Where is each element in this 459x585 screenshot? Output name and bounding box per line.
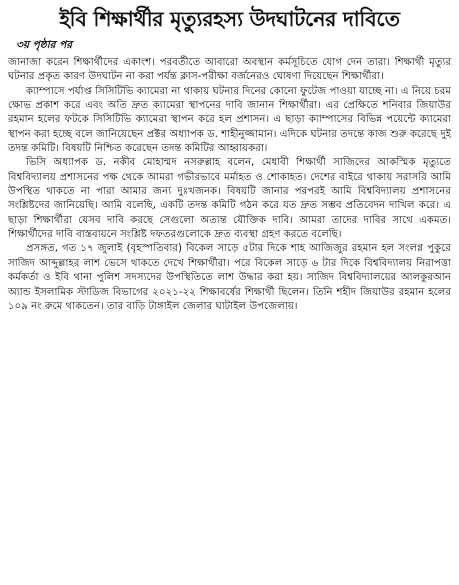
- headline: ইবি শিক্ষার্থীর মৃত্যুরহস্য উদঘাটনের দাবিতে: [59, 7, 400, 31]
- article-body: [8, 56, 451, 314]
- paragraph: জানাজা করেন শিক্ষার্থীদের একাংশ। পরবর্তীতে আবারো অবস্থান কর্মসূচিতে যোগ দেন তারা। শিক্ষার্থী মৃত্যুর ঘটনার প্রকৃত কারণ উদঘাটন না করা পর্যন্ত ক্লাস-পরীক্ষা বর্জনেরও ঘোষণা দিয়েছেন শিক্ষার্থীরা।: [8, 57, 451, 83]
- paragraph: ক্যাম্পাসে পর্যাপ্ত সিসিটিভি ক্যামেরা না থাকায় ঘটনার দিনের কোনো ফুটেজ পাওয়া যাচ্ছে না। এ নিয়ে চরম ক্ষোভ প্রকাশ করে এবং অতি দ্রুত ক্যামেরা স্থাপনের দাবি জানান শিক্ষার্থীরা। এর প্রেক্ষিতে শনিবার জিয়াউর রহমান হলের ফটকে সিসিটিভি ক্যামেরা স্থাপন করে হল প্রশাসন। এ ছাড়া ক্যাম্পাসের বিভিন্ন পয়েন্টে ক্যামেরা স্থাপন করা হচ্ছে বলে জানিয়েছেন প্রক্টর অধ্যাপক ড. শাহীনুজ্জামান। এদিকে ঘটনার তদন্তে কাজ শুরু করেছে দুই তদন্ত কমিটি। বিষয়টি নিশ্চিত করেছেন তদন্ত কমিটির আহ্বায়করা।: [8, 85, 451, 155]
- paragraph: ভিসি অধ্যাপক ড. নকীব মোহাম্মদ নসরুল্লাহ বলেন, মেধাবী শিক্ষার্থী সাজিদের আকস্মিক মৃত্যুতে বিশ্ববিদ্যালয় প্রশাসনের পক্ষ থেকে আমরা গভীরভাবে মর্মাহত ও শোকাহত। দেশের বাইরে থাকায় সরাসরি আমি উপস্থিত থাকতে না পারা আমার জন্য দুঃখজনক। বিষয়টি জানার পরপরই আমি বিশ্ববিদ্যালয় প্রশাসনের সংশ্লিষ্টদের জানিয়েছি। আমি বলেছি, একটি তদন্ত কমিটি গঠন করে যত দ্রুত সম্ভব প্রতিবেদন দাখিল করে। এ ছাড়া শিক্ষার্থীরা যেসব দাবি করছে সেগুলো অত্যন্ত যৌক্তিক দাবি। আমরা তাদের দাবির সাথে একমত। শিক্ষার্থীদের দাবি বাস্তবায়নে সংশ্লিষ্ট দফতরগুলোকে দ্রুত ব্যবস্থা গ্রহণ করতে বলেছি।: [8, 157, 451, 241]
- paragraph: প্রসঙ্গত, গত ১৭ জুলাই (বৃহস্পতিবার) বিকেল সাড়ে ৫টার দিকে শাহ আজিজুর রহমান হল সংলগ্ন পুকুরে সাজিদ আব্দুল্লাহর লাশ ভেসে থাকতে দেখে শিক্ষার্থীরা। পরে বিকেল সাড়ে ৬ টার দিকে বিশ্ববিদ্যালয় নিরাপত্তা কর্মকর্তা ও ইবি থানা পুলিশ সদস্যদের উপস্থিতিতে লাশ উদ্ধার করা হয়। সাজিদ বিশ্ববিদ্যালয়ের আলকুরআন অ্যান্ড ইসলামিক স্টাডিজ বিভাগের ২০২১-২২ শিক্ষাবর্ষের শিক্ষার্থী ছিলেন। তিনি শহীদ জিয়াউর রহমান হলের ১০৯ নং রুমে থাকতেন। তার বাড়ি টাঙ্গাইল জেলার ঘাটাইল উপজেলায়।: [8, 243, 451, 312]
- continued-from-label: ৩য় পৃষ্ঠার পর: [16, 39, 73, 51]
